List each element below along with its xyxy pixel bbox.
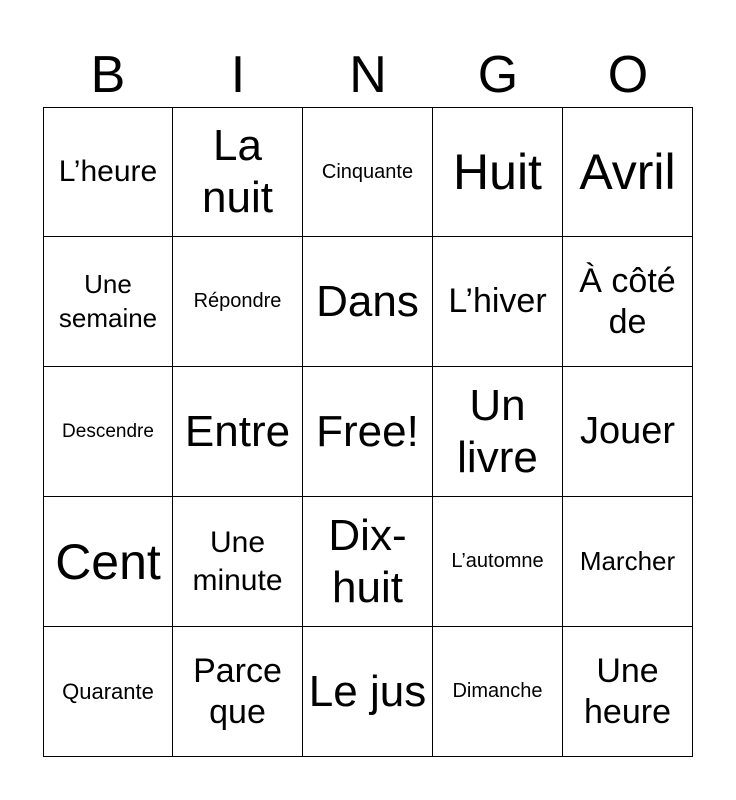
header-letter-b: B [90,46,126,104]
bingo-cell[interactable]: Une semaine [43,237,173,367]
bingo-cell[interactable]: L’hiver [433,237,563,367]
bingo-cell[interactable]: Huit [433,107,563,237]
bingo-board [43,107,693,757]
bingo-cell[interactable]: Dans [303,237,433,367]
bingo-cell[interactable]: Dimanche [433,627,563,757]
bingo-cell[interactable]: La nuit [173,107,303,237]
bingo-cell[interactable]: Parce que [173,627,303,757]
bingo-cell[interactable]: Descendre [43,367,173,497]
bingo-cell[interactable]: Une heure [563,627,693,757]
bingo-cell[interactable]: Le jus [303,627,433,757]
bingo-cell[interactable]: Répondre [173,237,303,367]
bingo-cell[interactable]: Entre [173,367,303,497]
bingo-cell[interactable]: Dix-huit [303,497,433,627]
bingo-cell[interactable]: Quarante [43,627,173,757]
bingo-cell[interactable]: À côté de [563,237,693,367]
bingo-cell[interactable]: Cinquante [303,107,433,237]
header-letter-g: G [477,46,519,104]
bingo-cell[interactable]: Un livre [433,367,563,497]
bingo-cell[interactable]: Marcher [563,497,693,627]
bingo-cell[interactable]: L’automne [433,497,563,627]
bingo-header [43,42,693,108]
header-letter-n: N [349,46,387,104]
header-letter-i: I [230,46,246,104]
bingo-cell free-space[interactable]: Free! [303,367,433,497]
bingo-cell[interactable]: Cent [43,497,173,627]
bingo-cell[interactable]: Avril [563,107,693,237]
bingo-cell[interactable]: L’heure [43,107,173,237]
bingo-cell[interactable]: Une minute [173,497,303,627]
bingo-cell[interactable]: Jouer [563,367,693,497]
header-letter-o: O [607,46,649,104]
